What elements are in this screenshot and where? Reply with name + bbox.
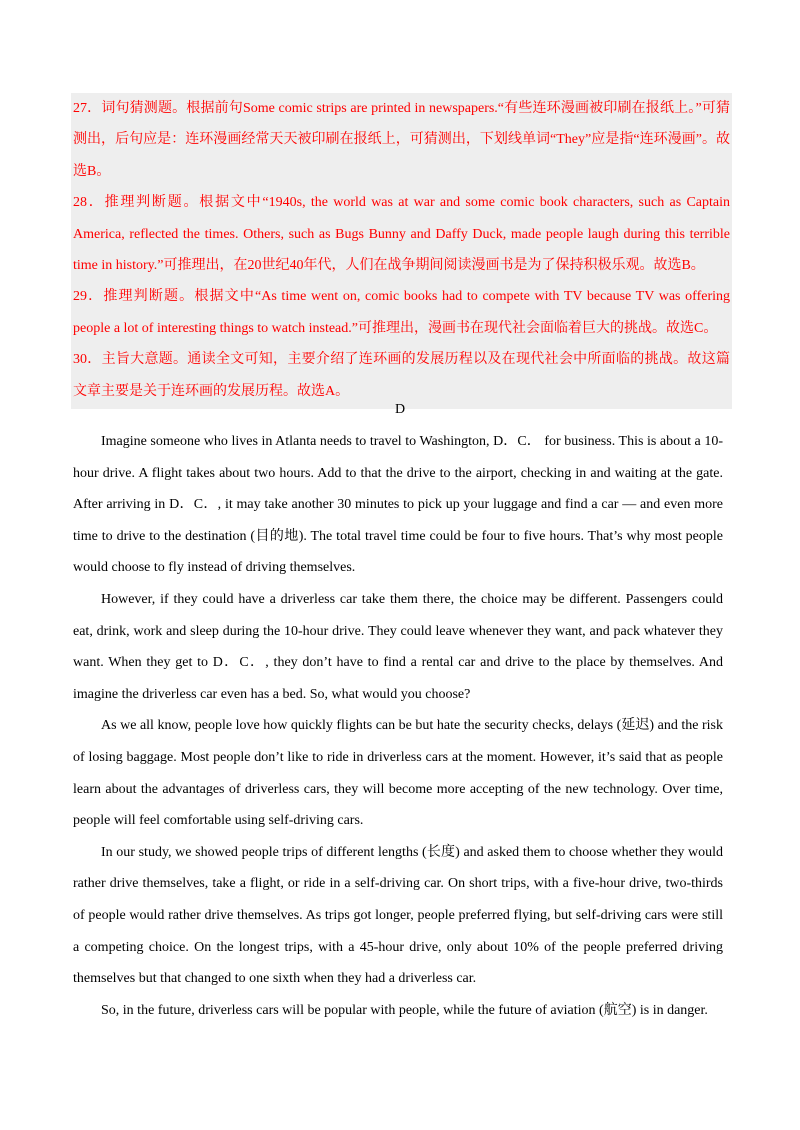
reading-passage — [73, 426, 723, 1026]
answer-29: 29．推理判断题。根据文中“As time went on, comic books had to compete with TV because TV was offering people a lot of interesting things to watch instead.”可推理出，漫画书在现代社会面临着巨大的挑战。故选C。 — [73, 289, 730, 336]
paragraph-1: Imagine someone who lives in Atlanta needs to travel to Washington, D．C． for business. This is about a 10-hour drive. A flight takes about two hours. Add to that the drive to the airport, checking in and waiting at the gate. After arriving in D．C．, it may take another 30 minutes to pick up your luggage and find a car — and even more time to drive to the destination (目的地). The total travel time could be four to five hours. That’s why most people would choose to fly instead of driving themselves. — [73, 434, 723, 576]
answer-27: 27．词句猜测题。根据前句Some comic strips are printed in newspapers.“有些连环漫画被印刷在报纸上。”可猜测出，后句应是：连环漫画经常天天被印刷在报纸上，可猜测出，下划线单词“They”应是指“连环漫画”。故选B。 — [73, 101, 730, 179]
answer-30: 30．主旨大意题。通读全文可知，主要介绍了连环画的发展历程以及在现代社会中所面临的挑战。故这篇文章主要是关于连环画的发展历程。故选A。 — [73, 352, 730, 399]
answer-28: 28．推理判断题。根据文中“1940s, the world was at war and some comic book characters, such as Captain America, reflected the times. Others, such as Bugs Bunny and Daffy Duck, made people laugh during this terrible time in history.”可推理出，在20世纪40年代，人们在战争期间阅读漫画书是为了保持积极乐观。故选B。 — [73, 195, 730, 274]
paragraph-4: In our study, we showed people trips of different lengths (长度) and asked them to choose whether they would rather drive themselves, take a flight, or ride in a self-driving car. On short trips, with a five-hour drive, two-thirds of people would rather drive themselves. As trips got longer, people preferred flying, but self-driving cars were still a competing choice. On the longest trips, with a 45-hour drive, only about 10% of the people preferred driving themselves but that changed to one sixth when they had a driverless car. — [73, 844, 723, 987]
paragraph-2: However, if they could have a driverless car take them there, the choice may be different. Passengers could eat, drink, work and sleep during the 10-hour drive. They could leave whenever they want, and pack whatever they want. When they get to D．C．, they don’t have to find a rental car and drive to the place by themselves. And imagine the driverless car even has a bed. So, what would you choose? — [73, 591, 723, 702]
paragraph-3: As we all know, people love how quickly flights can be but hate the security checks, delays (延迟) and the risk of losing baggage. Most people don’t like to ride in driverless cars at the moment. However, it’s said that as people learn about the advantages of driverless cars, they will become more accepting of the new technology. Over time, people will feel comfortable using self-driving cars. — [73, 718, 723, 829]
section-letter: D — [394, 402, 406, 417]
answer-explanations — [71, 93, 732, 409]
paragraph-5: So, in the future, driverless cars will be popular with people, while the future of aviation (航空) is in danger. — [101, 1002, 708, 1018]
